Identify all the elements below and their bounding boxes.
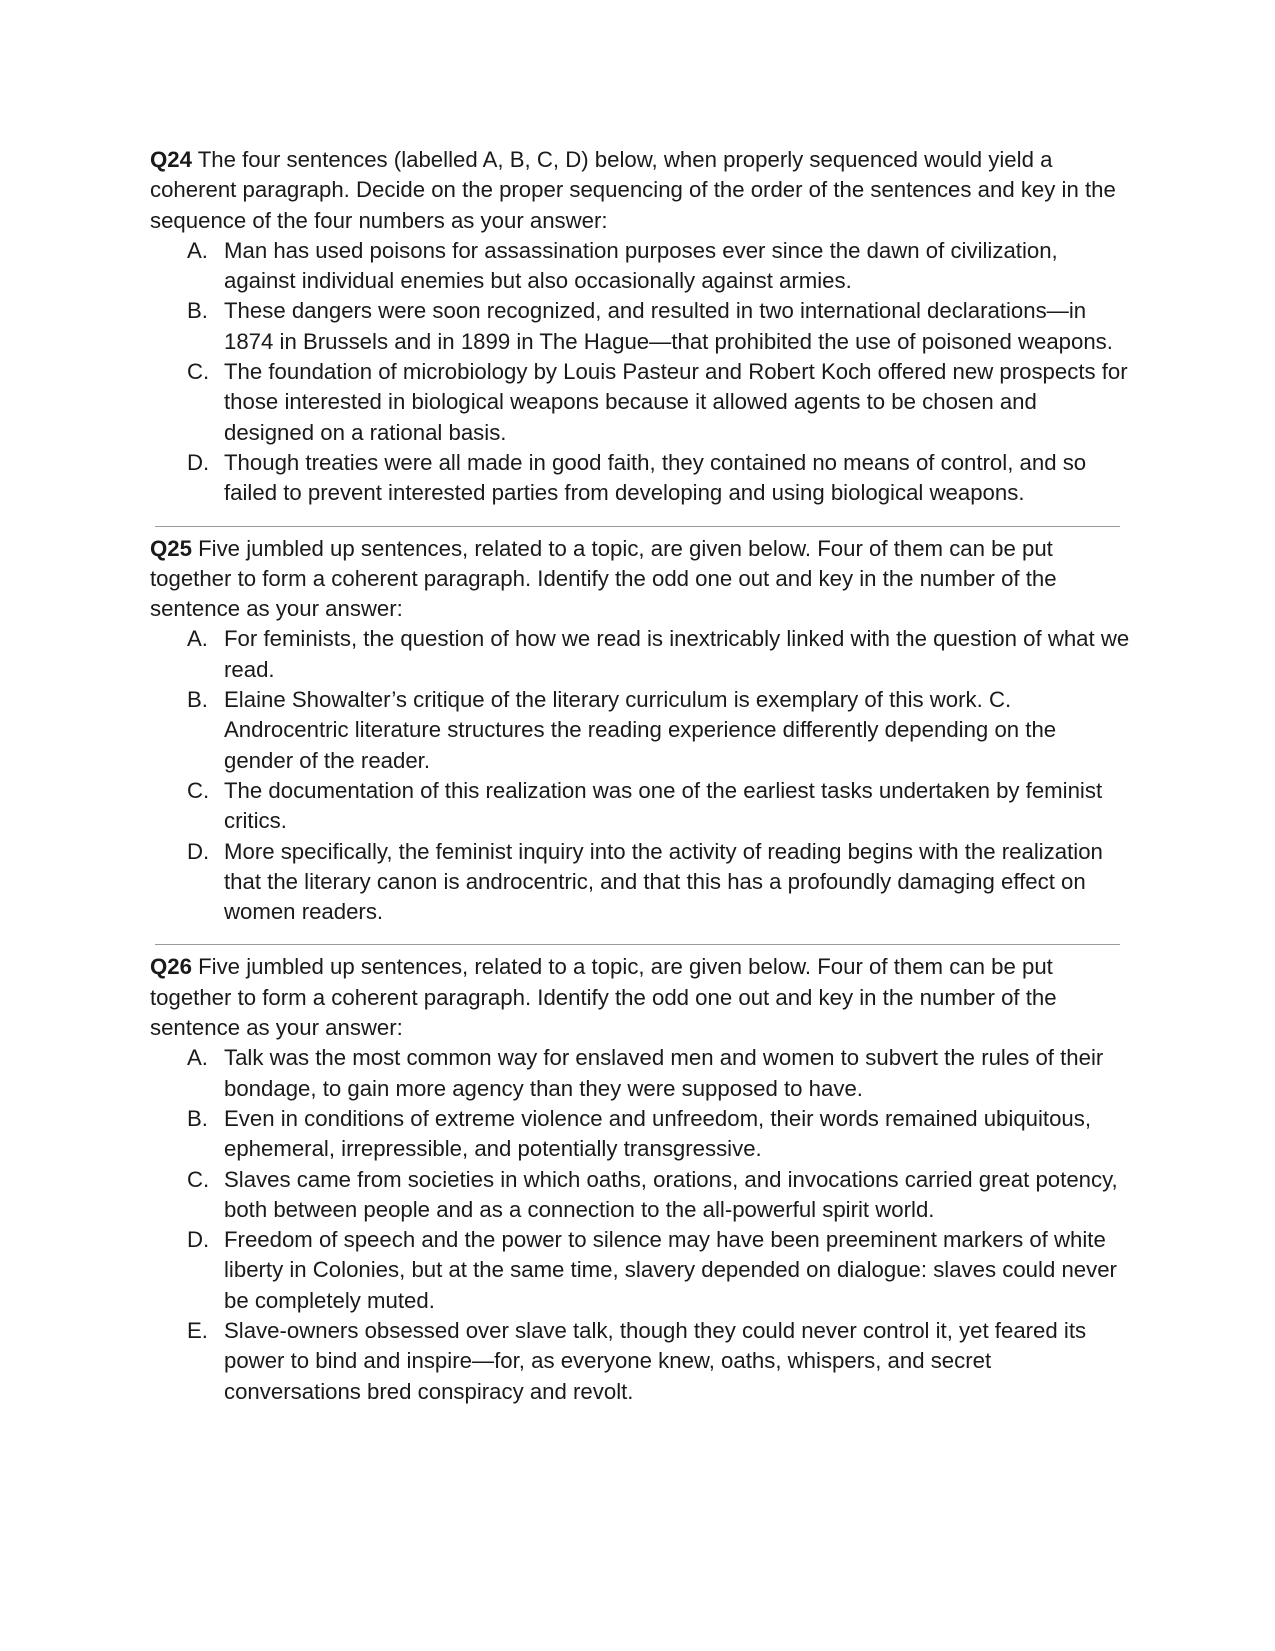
option-item — [150, 776, 1130, 837]
option-letter: D. — [187, 1227, 210, 1253]
option-item — [150, 1043, 1130, 1104]
question-q26 — [150, 952, 1130, 1406]
option-letter: E. — [187, 1317, 208, 1343]
question-text: The four sentences (labelled A, B, C, D) below, when properly sequenced would yield a coherent paragraph. Decide on the proper sequencing of the order of the sentences and key in the sequence of the four numbers as your answer: — [150, 147, 1116, 233]
option-item — [150, 1104, 1130, 1165]
option-item — [150, 1316, 1130, 1407]
option-list — [150, 1043, 1130, 1407]
question-prompt — [150, 534, 1130, 625]
option-text: The documentation of this realization was one of the earliest tasks undertaken by feminist critics. — [224, 777, 1103, 834]
option-item — [150, 685, 1130, 776]
option-item — [150, 1165, 1130, 1226]
section-divider — [155, 944, 1120, 945]
question-number: Q24 — [150, 147, 192, 172]
document-page — [150, 145, 1130, 1407]
question-prompt — [150, 145, 1130, 236]
option-letter: C. — [187, 777, 210, 803]
option-letter: B. — [187, 687, 208, 713]
option-item — [150, 837, 1130, 928]
option-list — [150, 624, 1130, 927]
question-text: Five jumbled up sentences, related to a topic, are given below. Four of them can be put together to form a coherent paragraph. Identify the odd one out and key in the number of the sentence as your answer: — [150, 954, 1057, 1041]
option-letter: A. — [187, 626, 208, 652]
option-text: These dangers were soon recognized, and resulted in two international declarations—in 1874 in Brussels and in 1899 in The Hague—that prohibited the use of poisoned weapons. — [224, 298, 1113, 354]
option-letter: D. — [187, 449, 210, 475]
option-item — [150, 624, 1130, 685]
option-text: Man has used poisons for assassination purposes ever since the dawn of civilization, against individual enemies but also occasionally against armies. — [224, 237, 1058, 294]
option-letter: D. — [187, 838, 210, 864]
section-divider — [155, 526, 1120, 527]
option-letter: B. — [187, 1105, 208, 1131]
option-text: Even in conditions of extreme violence and unfreedom, their words remained ubiquitous, ephemeral, irrepressible, and potentially transgressive. — [224, 1105, 1092, 1162]
option-item — [150, 448, 1130, 509]
option-letter: C. — [187, 359, 210, 385]
option-text: Though treaties were all made in good faith, they contained no means of control, and so failed to prevent interested parties from developing and using biological weapons. — [224, 449, 1087, 506]
option-text: Slave-owners obsessed over slave talk, though they could never control it, yet feared its power to bind and inspire—for, as everyone knew, oaths, whispers, and secret conversations bred conspiracy and revolt. — [224, 1317, 1087, 1404]
option-item — [150, 357, 1130, 448]
option-letter: A. — [187, 237, 208, 263]
option-text: Elaine Showalter’s critique of the literary curriculum is exemplary of this work. C. Androcentric literature structures the reading experience differently depending on the gender of the reader. — [224, 687, 1057, 773]
option-letter: C. — [187, 1166, 210, 1192]
option-item — [150, 1225, 1130, 1316]
option-text: The foundation of microbiology by Louis Pasteur and Robert Koch offered new prospects for those interested in biological weapons because it allowed agents to be chosen and designed on a rational basis. — [224, 359, 1128, 445]
question-q24 — [150, 145, 1130, 509]
option-text: For feminists, the question of how we read is inextricably linked with the question of what we read. — [224, 626, 1130, 682]
question-prompt — [150, 952, 1130, 1043]
option-text: More specifically, the feminist inquiry into the activity of reading begins with the realization that the literary canon is androcentric, and that this has a profoundly damaging effect on women readers. — [224, 838, 1103, 925]
option-list — [150, 236, 1130, 509]
option-letter: B. — [187, 298, 208, 324]
option-item — [150, 236, 1130, 297]
option-letter: A. — [187, 1045, 208, 1071]
option-text: Freedom of speech and the power to silence may have been preeminent markers of white liberty in Colonies, but at the same time, slavery depended on dialogue: slaves could never be completely muted. — [224, 1227, 1117, 1313]
question-number: Q25 — [150, 535, 192, 561]
option-item — [150, 296, 1130, 357]
option-text: Slaves came from societies in which oaths, orations, and invocations carried great potency, both between people and as a connection to the all-powerful spirit world. — [224, 1166, 1118, 1222]
question-number: Q26 — [150, 954, 192, 980]
question-text: Five jumbled up sentences, related to a topic, are given below. Four of them can be put together to form a coherent paragraph. Identify the odd one out and key in the number of the sentence as your answer: — [150, 535, 1057, 622]
option-text: Talk was the most common way for enslaved men and women to subvert the rules of their bondage, to gain more agency than they were supposed to have. — [224, 1045, 1104, 1101]
question-q25 — [150, 534, 1130, 928]
